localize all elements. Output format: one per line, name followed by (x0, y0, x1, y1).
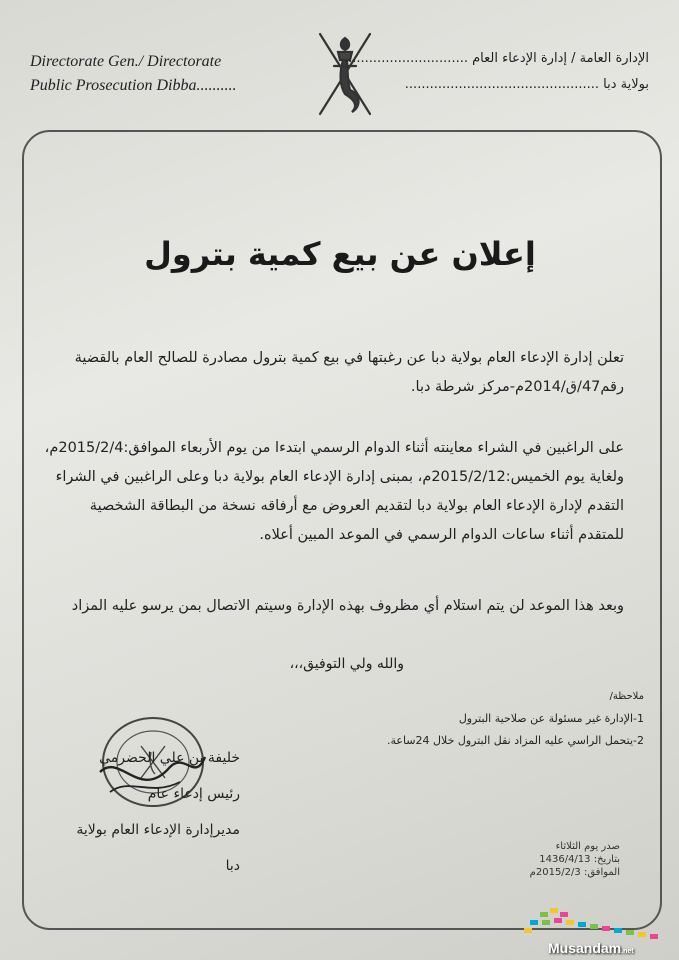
closing-line: والله ولي التوفيق،،، (289, 656, 404, 672)
signature-block (60, 740, 240, 874)
issue-gregorian-date: الموافق: 2015/2/3م (529, 867, 620, 878)
watermark-name: Musandam (548, 940, 622, 956)
note-item: 1-الإدارة غير مسئولة عن صلاحية البترول (458, 712, 644, 725)
paragraph-details: على الراغبين في الشراء معاينته أثناء الدوام الرسمي ابتدءا من يوم الأربعاء الموافق:2015/2/4م، ولغاية يوم الخميس:2015/2/12م، بمبنى إدارة الإدعاء العام بولاية دبا وعلى الراغبين في الشراء التقدم لإدارة الإدعاء العام بولاية دبا لتقديم العروض مع أرفاقه نسخة من البطاقة الشخصية للمتقدم أثناء ساعات الدوام الرسمي في الموعد المبين أعلاه. (44, 440, 624, 543)
header-arabic-directorate: الإدارة العامة / إدارة الإدعاء العام .............................. (344, 51, 649, 66)
issue-hijri-date: بتاريخ: 1436/4/13 (539, 854, 620, 865)
signatory-role: رئيس إدعاء عام (147, 786, 240, 802)
signatory-name: خليفة بن علي الحضرمي (99, 750, 240, 766)
watermark-text (548, 940, 634, 956)
notes-title: ملاحظة/ (609, 691, 644, 702)
signatory-position: مديرإدارة الإدعاء العام بولاية دبا (76, 822, 240, 874)
paragraph-deadline: وبعد هذا الموعد لن يتم استلام أي مظروف بهذه الإدارة وسيتم الاتصال بمن يرسو عليه المزاد (71, 598, 624, 614)
header-office: Public Prosecution Dibba.......... (30, 77, 237, 94)
notes-section (387, 686, 644, 752)
header-english (30, 50, 237, 98)
header-arabic (344, 46, 649, 98)
header-arabic-wilayat: بولاية دبا ............................................... (404, 77, 649, 92)
issue-date-block (500, 840, 620, 879)
announcement-title: إعلان عن بيع كمية بترول (144, 235, 536, 273)
issue-day: صدر يوم الثلاثاء (555, 841, 620, 852)
paragraph-intro: تعلن إدارة الإدعاء العام بولاية دبا عن رغبتها في بيع كمية بترول مصادرة للصالح العام بالقضية رقم47/ق/2014م-مركز شرطة دبا. (74, 350, 624, 395)
watermark-suffix: .net (621, 948, 634, 955)
header-directorate: Directorate Gen./ Directorate (30, 53, 222, 70)
note-item: 2-يتحمل الراسي عليه المزاد نقل البترول خلال 24ساعة. (386, 734, 644, 747)
